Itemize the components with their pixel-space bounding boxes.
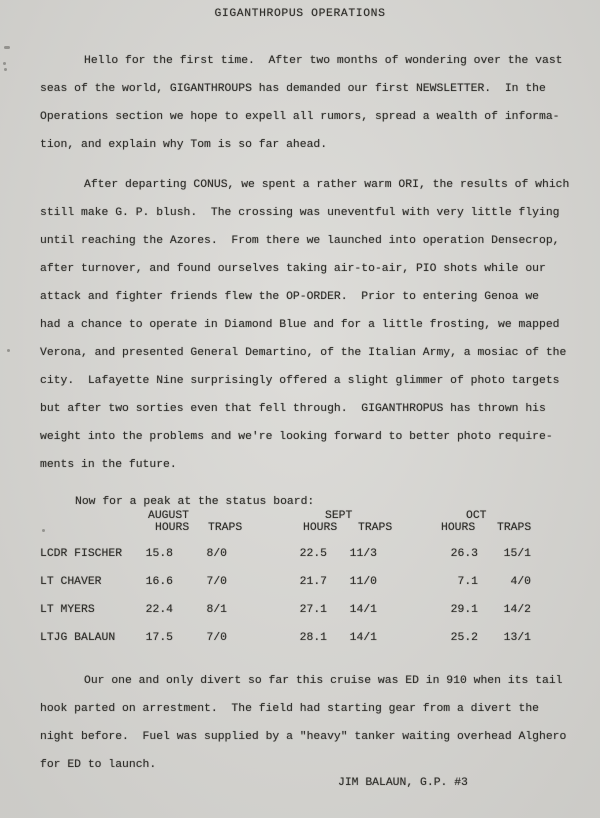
text-line: tion, and explain why Tom is so far ahead. — [40, 139, 328, 151]
paragraph-divert — [40, 667, 566, 779]
table-row — [0, 540, 600, 568]
text-line: city. Lafayette Nine surprisingly offered a slight glimmer of photo targets — [40, 375, 560, 387]
month-header-oct: OCT — [466, 510, 487, 522]
text-line: after turnover, and found ourselves taking air-to-air, PIO shots while our — [40, 263, 546, 275]
aug-hours-value: 16.6 — [145, 576, 173, 588]
table-row — [0, 596, 600, 624]
aug-hours-value: 22.4 — [145, 604, 173, 616]
document-title: GIGANTHROPUS OPERATIONS — [214, 8, 386, 20]
sept-hours-value: 22.5 — [299, 548, 327, 560]
text-line: Operations section we hope to expell all rumors, spread a wealth of informa- — [40, 111, 560, 123]
text-line: Verona, and presented General Demartino, of the Italian Army, a mosiac of the — [40, 347, 567, 359]
paragraph-intro — [40, 47, 563, 159]
text-line: until reaching the Azores. From there we launched into operation Densecrop, — [40, 235, 560, 247]
paragraph-cruise-report — [40, 171, 569, 479]
text-line: hook parted on arrestment. The field had starting gear from a divert the — [40, 703, 539, 715]
aug-hours-value: 15.8 — [145, 548, 173, 560]
aug-hours-value: 17.5 — [145, 632, 173, 644]
month-header-august: AUGUST — [148, 510, 190, 522]
column-header-hours: HOURS — [441, 522, 476, 534]
oct-hours-value: 29.1 — [450, 604, 478, 616]
oct-traps-value: 13/1 — [503, 632, 531, 644]
aug-traps-value: 7/0 — [206, 576, 227, 588]
signature: JIM BALAUN, G.P. #3 — [338, 777, 468, 789]
sept-hours-value: 27.1 — [299, 604, 327, 616]
oct-hours-value: 7.1 — [457, 576, 478, 588]
sept-traps-value: 14/1 — [349, 604, 377, 616]
column-header-hours: HOURS — [303, 522, 338, 534]
pilot-name: LT CHAVER — [40, 576, 102, 588]
text-line: seas of the world, GIGANTHROUPS has demanded our first NEWSLETTER. In the — [40, 83, 546, 95]
scan-speck — [7, 349, 10, 352]
table-column-header-row — [0, 520, 600, 536]
oct-traps-value: 15/1 — [503, 548, 531, 560]
table-row — [0, 568, 600, 596]
oct-traps-value: 14/2 — [503, 604, 531, 616]
text-line: but after two sorties even that fell through. GIGANTHROPUS has thrown his — [40, 403, 546, 415]
pilot-name: LT MYERS — [40, 604, 95, 616]
aug-traps-value: 8/1 — [206, 604, 227, 616]
text-line: had a chance to operate in Diamond Blue and for a little frosting, we mapped — [40, 319, 560, 331]
column-header-traps: TRAPS — [358, 522, 393, 534]
sept-hours-value: 21.7 — [299, 576, 327, 588]
sept-traps-value: 14/1 — [349, 632, 377, 644]
aug-traps-value: 8/0 — [206, 548, 227, 560]
text-line: After departing CONUS, we spent a rather warm ORI, the results of which — [84, 179, 570, 191]
column-header-hours: HOURS — [155, 522, 190, 534]
table-row — [0, 624, 600, 652]
text-line: night before. Fuel was supplied by a "heavy" tanker waiting overhead Alghero — [40, 731, 567, 743]
scan-speck — [4, 46, 10, 49]
text-line: Our one and only divert so far this cruise was ED in 910 when its tail — [84, 675, 563, 687]
status-board-intro: Now for a peak at the status board: — [75, 496, 315, 508]
month-header-sept: SEPT — [325, 510, 353, 522]
text-line: for ED to launch. — [40, 759, 157, 771]
sept-traps-value: 11/0 — [349, 576, 377, 588]
text-line: weight into the problems and we're looking forward to better photo require- — [40, 431, 553, 443]
pilot-name: LTJG BALAUN — [40, 632, 116, 644]
text-line: attack and fighter friends flew the OP-ORDER. Prior to entering Genoa we — [40, 291, 539, 303]
oct-hours-value: 26.3 — [450, 548, 478, 560]
scan-speck — [3, 62, 6, 65]
column-header-traps: TRAPS — [497, 522, 532, 534]
oct-traps-value: 4/0 — [510, 576, 531, 588]
column-header-traps: TRAPS — [208, 522, 243, 534]
scan-speck — [4, 68, 7, 71]
sept-hours-value: 28.1 — [299, 632, 327, 644]
text-line: ments in the future. — [40, 459, 177, 471]
sept-traps-value: 11/3 — [349, 548, 377, 560]
pilot-name: LCDR FISCHER — [40, 548, 123, 560]
text-line: still make G. P. blush. The crossing was uneventful with very little flying — [40, 207, 560, 219]
aug-traps-value: 7/0 — [206, 632, 227, 644]
oct-hours-value: 25.2 — [450, 632, 478, 644]
text-line: Hello for the first time. After two months of wondering over the vast — [84, 55, 563, 67]
